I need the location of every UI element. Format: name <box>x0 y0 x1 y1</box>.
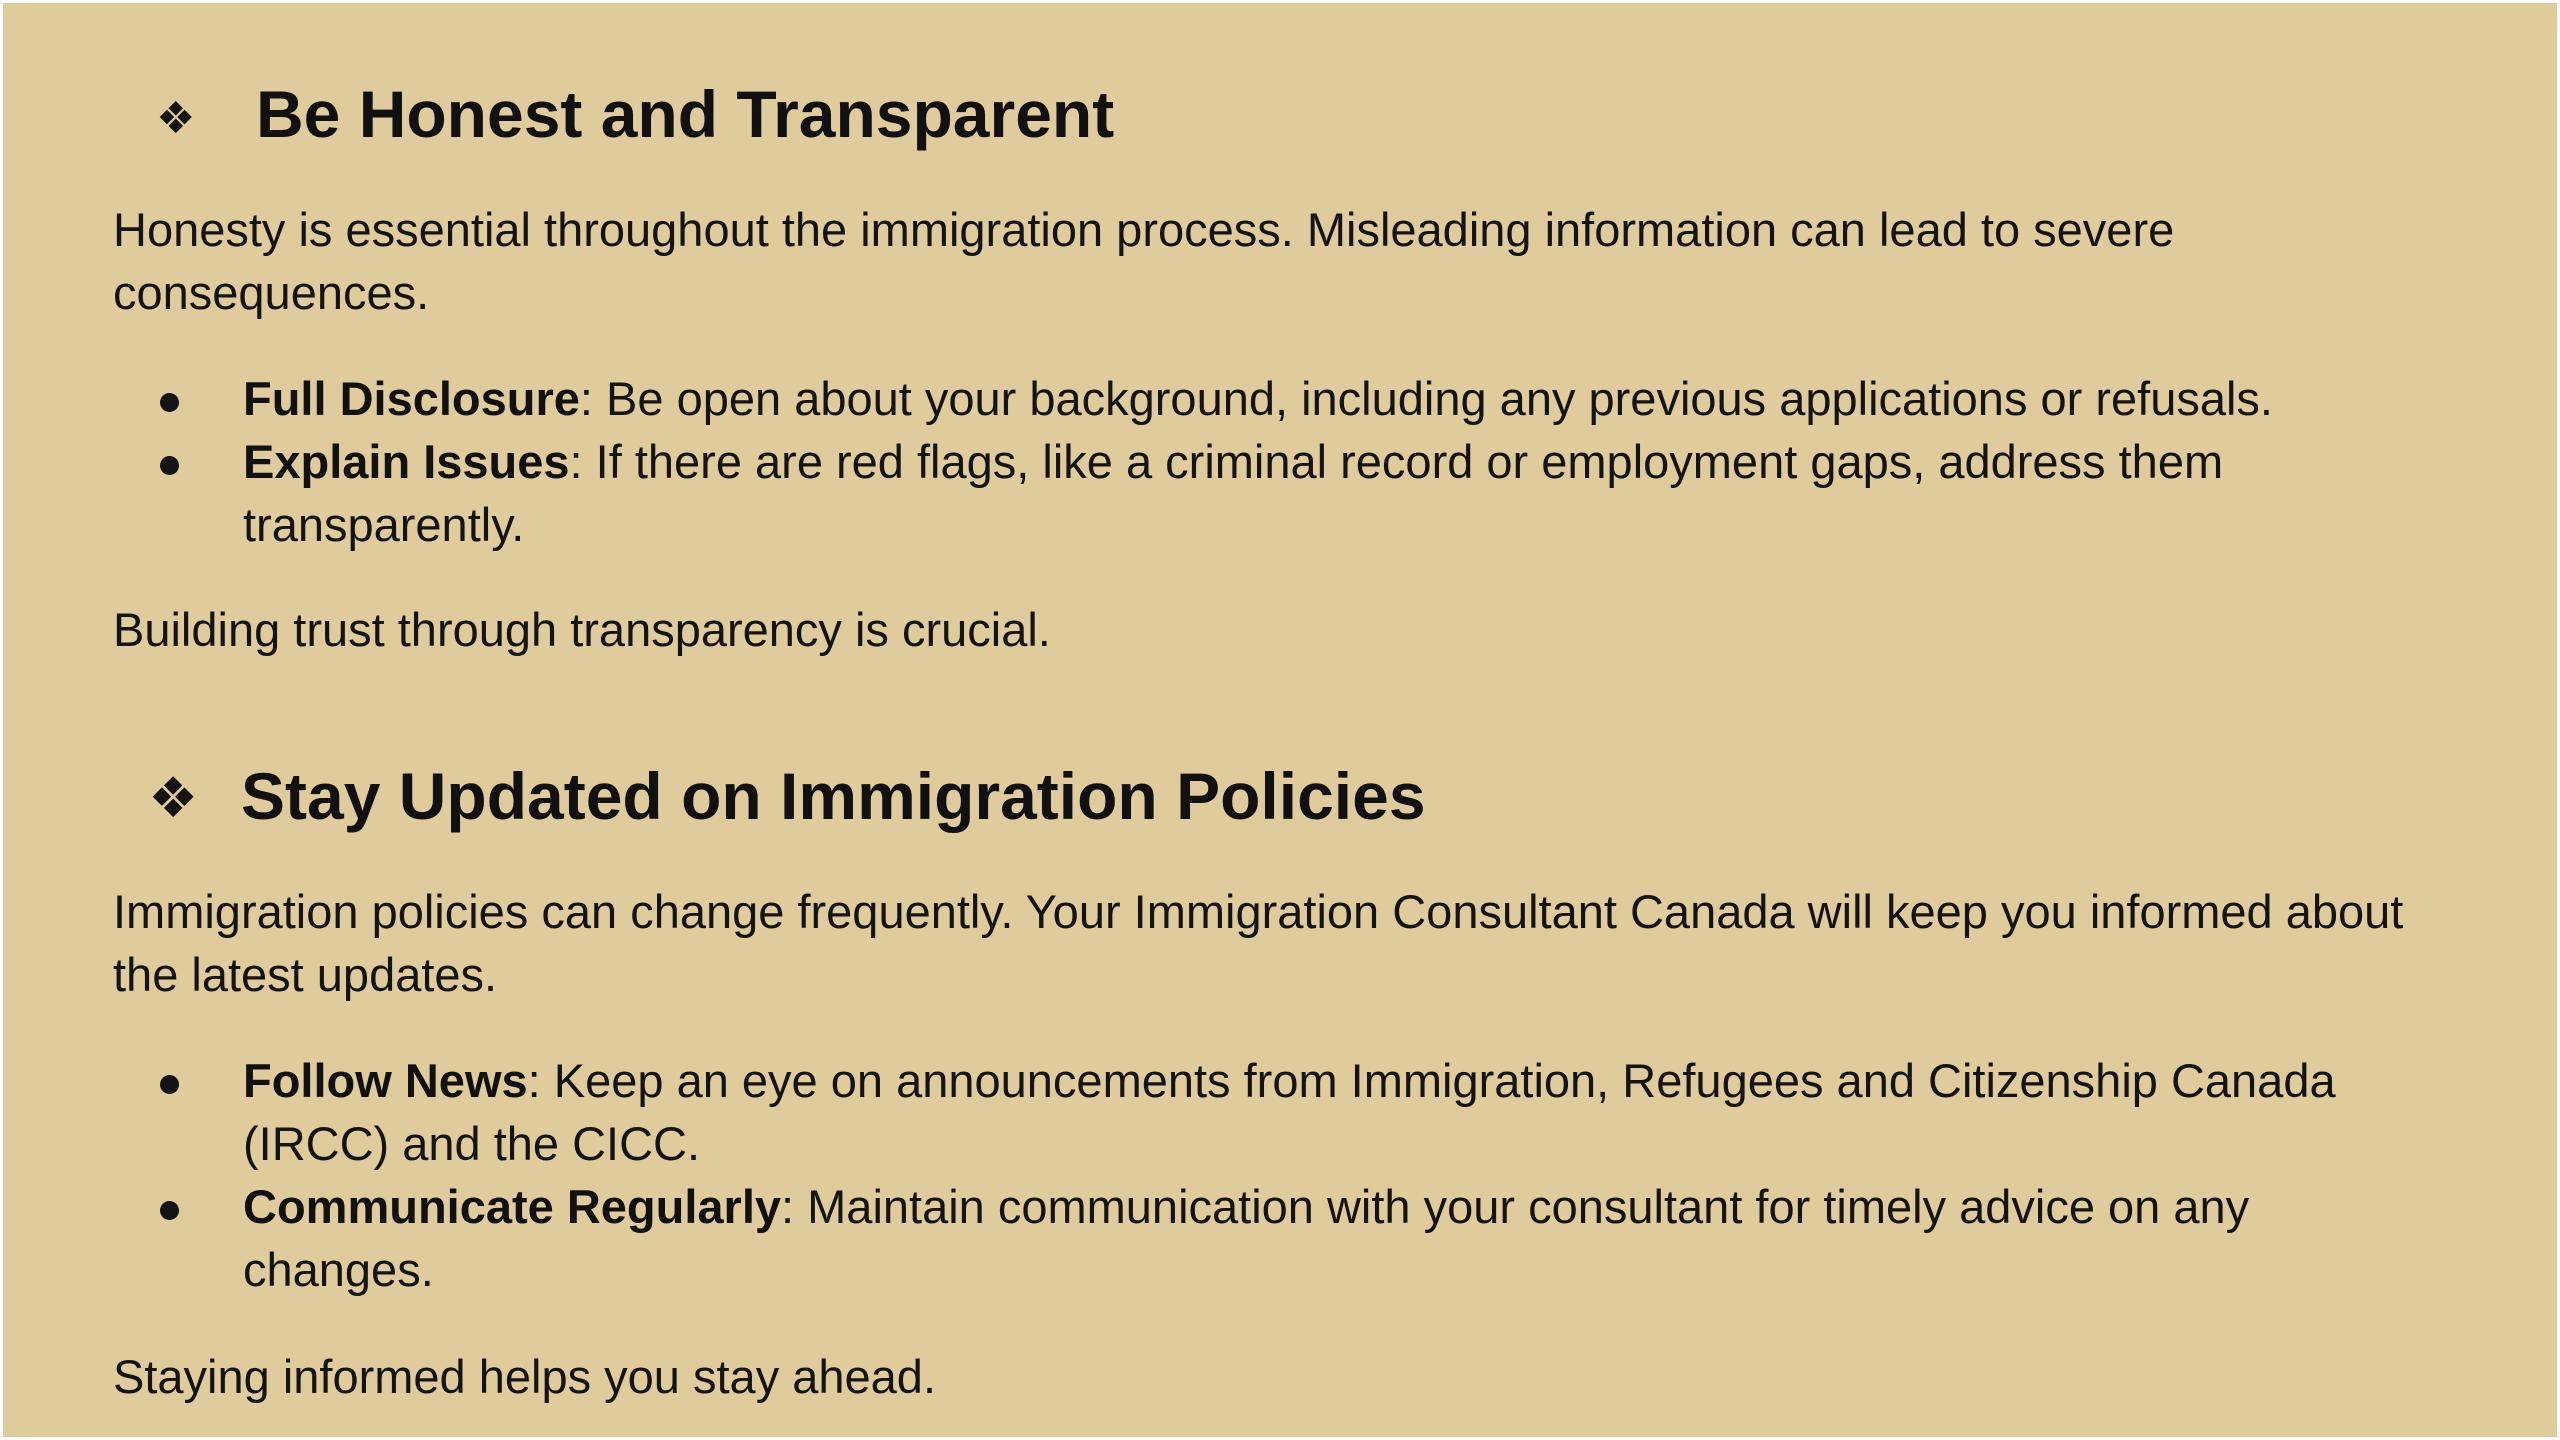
bullet-dot-icon <box>160 1201 179 1220</box>
list-item <box>3 1175 2403 1301</box>
section-intro-paragraph: Immigration policies can change frequently. Your Immigration Consultant Canada will keep you informed about the latest updates. <box>113 885 2404 1001</box>
list-item <box>3 1049 2403 1175</box>
bullet-term: Full Disclosure <box>243 372 580 425</box>
section-heading: Stay Updated on Immigration Policies <box>241 759 1426 833</box>
four-diamond-icon: ❖ <box>148 766 199 831</box>
bullet-text: : Keep an eye on announcements from Immigration, Refugees and Citizenship Canada (IRCC) and the CICC. <box>243 1054 2336 1170</box>
bullet-dot-icon <box>160 456 179 475</box>
bullet-term: Communicate Regularly <box>243 1180 782 1233</box>
section-intro-paragraph: Honesty is essential throughout the immigration process. Misleading information can lead to severe consequences. <box>113 203 2175 319</box>
bullet-list <box>3 1049 2557 1301</box>
section-heading-row <box>3 749 2557 839</box>
bullet-list <box>3 367 2557 556</box>
list-item <box>3 367 2403 430</box>
section-heading-row <box>3 67 2557 157</box>
bullet-term: Follow News <box>243 1054 528 1107</box>
bullet-text: : If there are red flags, like a criminal record or employment gaps, address them transparently. <box>243 435 2224 551</box>
section-closing-paragraph: Building trust through transparency is crucial. <box>113 603 1051 656</box>
bullet-text: : Be open about your background, including any previous applications or refusals. <box>579 372 2273 425</box>
bullet-dot-icon <box>160 393 179 412</box>
bullet-dot-icon <box>160 1075 179 1094</box>
four-diamond-icon: ❖ <box>156 93 196 144</box>
bullet-term: Explain Issues <box>243 435 570 488</box>
document-slide <box>3 3 2557 1437</box>
list-item <box>3 430 2403 556</box>
bullet-text: : Maintain communication with your consultant for timely advice on any changes. <box>243 1180 2250 1296</box>
section-closing-paragraph: Staying informed helps you stay ahead. <box>113 1350 937 1403</box>
section-heading: Be Honest and Transparent <box>256 77 1115 151</box>
